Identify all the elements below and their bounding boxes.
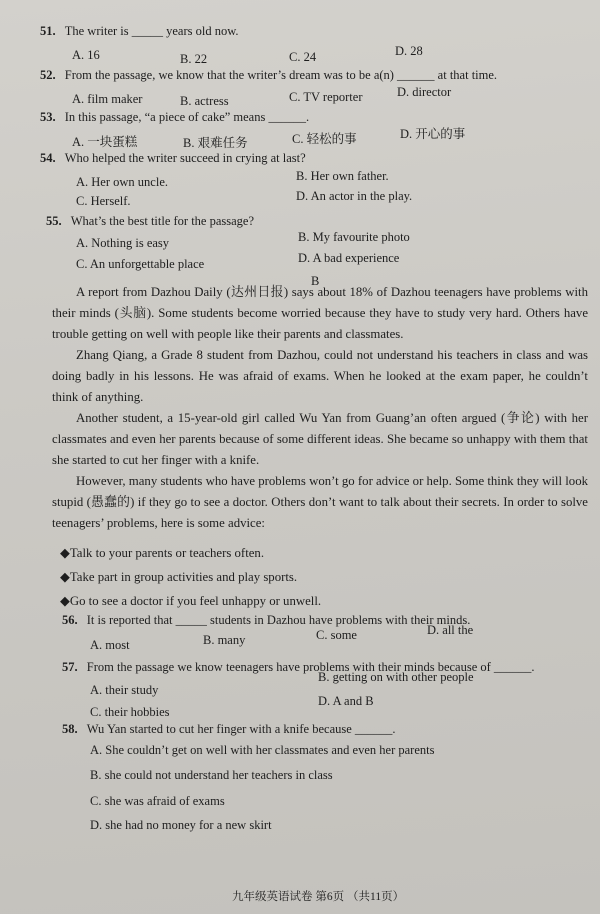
question-number: 54.	[40, 151, 56, 165]
option: D. A bad experience	[298, 251, 400, 265]
question-stem: The writer is _____ years old now.	[64, 24, 239, 38]
advice-item: ◆Go to see a doctor if you feel unhappy or unwell.	[60, 594, 322, 608]
question-stem: From the passage we know teenagers have problems with their minds because of ______.	[86, 660, 535, 674]
option: C. she was afraid of exams	[90, 794, 225, 808]
page-footer: 九年级英语试卷 第6页 （共11页）	[232, 891, 405, 903]
option: B. actress	[180, 94, 229, 108]
option: C. 24	[289, 50, 317, 64]
passage-paragraph: Zhang Qiang, a Grade 8 student from Dazhou, could not understand his teachers in class and was doing badly in his lessons. He was afraid of exams. When he looked at the exam paper, he couldn’t think of anything.	[52, 348, 588, 404]
question-stem: In this passage, “a piece of cake” means ______.	[64, 110, 310, 124]
option: C. Herself.	[76, 194, 131, 208]
option: A. most	[90, 638, 130, 652]
advice-item: ◆Take part in group activities and play sports.	[60, 570, 298, 584]
option: C. TV reporter	[289, 90, 363, 104]
question-stem: Wu Yan started to cut her finger with a knife because ______.	[86, 722, 396, 736]
question-58	[62, 722, 396, 737]
option: A. She couldn’t get on well with her classmates and even her parents	[90, 743, 435, 757]
option: D. 开心的事	[400, 127, 466, 141]
question-number: 53.	[40, 110, 56, 124]
option: B. Her own father.	[296, 169, 389, 183]
option: B. many	[203, 633, 246, 647]
option: D. An actor in the play.	[296, 189, 413, 203]
question-53	[40, 110, 309, 125]
question-number: 51.	[40, 24, 56, 38]
option: C. 轻松的事	[292, 132, 357, 146]
question-52	[40, 68, 497, 83]
section-label: B	[311, 274, 320, 288]
question-stem: It is reported that _____ students in Dazhou have problems with their minds.	[86, 613, 471, 627]
option: D. all the	[427, 623, 474, 637]
option: D. director	[397, 85, 452, 99]
option: B. 艰难任务	[183, 136, 248, 150]
option: A. 16	[72, 48, 100, 62]
option: A. Her own uncle.	[76, 175, 168, 189]
passage-paragraph: However, many students who have problems won’t go for advice or help. Some think they will look stupid (愚蠢的) if they go to see a doctor. Others don’t want to talk about their secrets. In order to solve teenagers’ problems, here is some advice:	[52, 474, 588, 530]
question-number: 55.	[46, 214, 62, 228]
option: B. My favourite photo	[298, 230, 410, 244]
question-51	[40, 24, 239, 39]
option: A. Nothing is easy	[76, 236, 170, 250]
passage-paragraph: Another student, a 15-year-old girl called Wu Yan from Guang’an often argued (争论) with her classmates and even her parents because of some different ideas. She became so unhappy with them that she started to cut her finger with a knife.	[52, 411, 588, 467]
question-54	[40, 151, 306, 166]
option: C. their hobbies	[90, 705, 170, 719]
option: A. 一块蛋糕	[72, 135, 138, 149]
option: D. she had no money for a new skirt	[90, 818, 272, 832]
question-55	[46, 214, 254, 229]
option: B. getting on with other people	[318, 670, 474, 684]
option: B. she could not understand her teachers in class	[90, 768, 333, 782]
question-stem: What’s the best title for the passage?	[70, 214, 255, 228]
advice-item: ◆Talk to your parents or teachers often.	[60, 546, 265, 560]
question-stem: From the passage, we know that the writer’s dream was to be a(n) ______ at that time.	[64, 68, 498, 82]
question-number: 58.	[62, 722, 78, 736]
question-stem: Who helped the writer succeed in crying at last?	[64, 151, 306, 165]
option: D. A and B	[318, 694, 374, 708]
passage-paragraph: A report from Dazhou Daily (达州日报) says about 18% of Dazhou teenagers have problems with their minds (头脑). Some students become worried because they have to study very hard. Others have trouble getting on well with people like their parents and classmates.	[52, 285, 588, 341]
option: A. their study	[90, 683, 159, 697]
question-number: 52.	[40, 68, 56, 82]
question-56	[62, 613, 470, 628]
question-number: 57.	[62, 660, 78, 674]
option: C. An unforgettable place	[76, 257, 205, 271]
option: A. film maker	[72, 92, 143, 106]
option: D. 28	[395, 44, 423, 58]
option: B. 22	[180, 52, 208, 66]
option: C. some	[316, 628, 357, 642]
question-number: 56.	[62, 613, 78, 627]
